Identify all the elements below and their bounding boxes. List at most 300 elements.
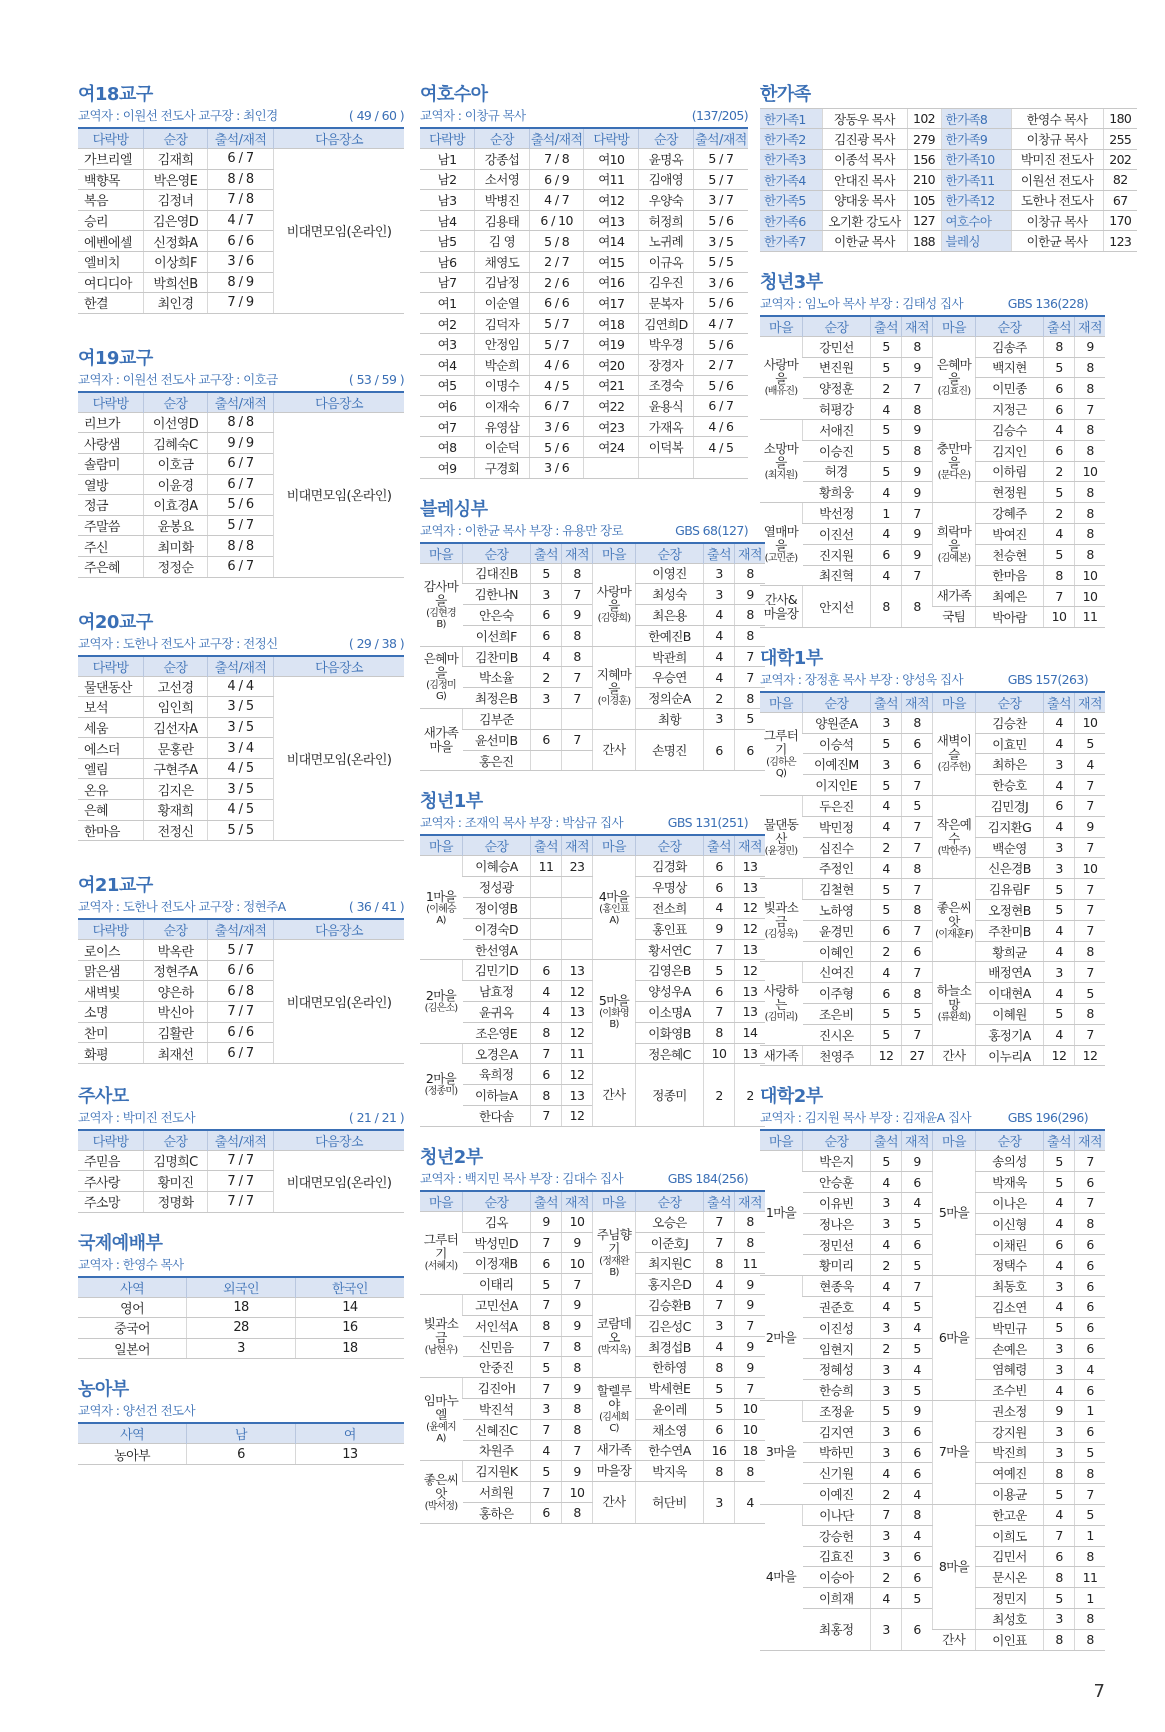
- village-name: 열매마을: [763, 523, 799, 553]
- table-cell: 9: [735, 1336, 766, 1357]
- table-cell: 4: [871, 1463, 902, 1484]
- table-cell: 5: [1044, 1588, 1075, 1609]
- table-cell: 여11: [584, 169, 639, 190]
- column-header: 출석: [871, 316, 902, 337]
- village-cell: [760, 1045, 803, 1066]
- table-cell: 3: [871, 1608, 902, 1650]
- village-leader: (박지욱): [597, 1344, 631, 1356]
- middle-column: [420, 84, 762, 1544]
- table-cell: 김지원K: [463, 1461, 531, 1482]
- table-cell: 4: [871, 962, 902, 983]
- village-cell: [933, 336, 976, 419]
- table-cell: 2: [871, 1567, 902, 1588]
- left-column: [78, 84, 404, 1485]
- village-cell: [593, 1211, 636, 1294]
- table-cell: 3 / 6: [208, 251, 274, 272]
- table-cell: 최하은: [976, 754, 1044, 775]
- village-cell: [760, 503, 803, 586]
- table-cell: 2: [531, 667, 562, 688]
- table-cell: 4: [1044, 733, 1075, 754]
- table-cell: 12: [1075, 1045, 1106, 1066]
- table-cell: 열방: [78, 474, 144, 495]
- column-header: 재적: [1075, 316, 1106, 337]
- next-place: 비대면모임(온라인): [274, 1150, 405, 1212]
- table-cell: 김명희C: [144, 1150, 208, 1171]
- section-subtitle: [78, 899, 404, 915]
- table-row: [420, 293, 748, 314]
- next-place: 비대면모임(온라인): [274, 412, 405, 577]
- table-cell: 4 / 6: [529, 354, 584, 375]
- family-section: [760, 84, 1132, 252]
- village-name: 간사&마을장: [763, 591, 799, 621]
- header-row: [420, 835, 765, 856]
- table-cell: 엘비치: [78, 251, 144, 272]
- village-cell: [760, 879, 803, 962]
- table-cell: 3 / 5: [208, 717, 274, 738]
- table-cell: 여14: [584, 231, 639, 252]
- table-cell: 7: [902, 378, 933, 399]
- table-cell: 정의순A: [636, 688, 704, 709]
- table-cell: 8: [735, 1461, 766, 1482]
- village-leader: (윤경민): [764, 845, 798, 857]
- right-column: [760, 84, 1132, 1671]
- village-name: 2마을: [765, 1330, 797, 1346]
- table-cell: 5: [871, 440, 902, 461]
- table-cell: 이호금: [144, 453, 208, 474]
- table-cell: 여10: [584, 149, 639, 170]
- table-cell: 82: [1103, 170, 1137, 190]
- table-cell: 한가족2: [760, 129, 822, 149]
- table-cell: 이주형: [803, 983, 871, 1004]
- table-cell: 홍인표: [636, 918, 704, 939]
- table-cell: 8: [562, 1399, 593, 1420]
- table-cell: 박희선B: [144, 272, 208, 293]
- table-cell: 10: [1075, 586, 1106, 607]
- table-cell: 홍정기A: [976, 1024, 1044, 1045]
- table-cell: 4: [1044, 941, 1075, 962]
- village-name: 코람데오: [596, 1315, 632, 1345]
- table-cell: 6: [1044, 378, 1075, 399]
- column-header: 순장: [803, 1130, 871, 1151]
- table-cell: 2: [871, 837, 902, 858]
- table-cell: 12: [562, 1022, 593, 1043]
- table-cell: 박민규: [976, 1317, 1044, 1338]
- column-header: 마을: [933, 692, 976, 713]
- table-cell: 6: [1075, 1338, 1106, 1359]
- staff-info: 교역자 : 이원선 전도사 교구장 : 이호금: [78, 371, 278, 387]
- table-cell: 이효민: [976, 733, 1044, 754]
- village-name: 소망마을: [763, 440, 799, 470]
- column-header: 출석/재적: [529, 128, 584, 149]
- village-leader: (김세희C): [599, 1411, 629, 1434]
- column-header: 출석: [871, 1130, 902, 1151]
- table-cell: 이한균 목사: [822, 231, 907, 251]
- table-cell: 6 / 7: [693, 396, 748, 417]
- table-cell: 13: [562, 1002, 593, 1023]
- next-place: 비대면모임(온라인): [274, 149, 405, 314]
- village-name: 3마을: [765, 1444, 797, 1460]
- village-cell: [760, 712, 803, 795]
- table-cell: 5 / 8: [529, 231, 584, 252]
- table-row: [420, 563, 765, 584]
- column-header: 다락방: [420, 128, 475, 149]
- village-name: 마을장: [596, 1463, 632, 1479]
- table-cell: 6: [1075, 1317, 1106, 1338]
- table-cell: 6: [902, 1608, 933, 1650]
- village-name: 좋은씨앗: [936, 899, 972, 929]
- table-cell: 4: [871, 523, 902, 544]
- table-cell: 3: [704, 709, 735, 730]
- village-leader: (이혜승A): [426, 903, 456, 926]
- table-cell: 5: [871, 1004, 902, 1025]
- table-cell: 김혜숙C: [144, 433, 208, 454]
- table-cell: 12: [735, 960, 766, 981]
- table-cell: [562, 877, 593, 898]
- table-cell: 5: [1044, 482, 1075, 503]
- village-leader: (김예본): [937, 552, 971, 564]
- table-cell: 6: [871, 544, 902, 565]
- table-cell: 김정녀: [144, 190, 208, 211]
- table-cell: 8: [902, 983, 933, 1004]
- table-cell: 김용태: [475, 210, 530, 231]
- staff-info: 교역자 : 장정훈 목사 부장 : 양성욱 집사: [760, 671, 963, 687]
- column-header: 출석/재적: [208, 656, 274, 677]
- table-cell: 2: [871, 1255, 902, 1276]
- table-cell: 13: [735, 1002, 766, 1023]
- table-cell: 이재숙: [475, 396, 530, 417]
- table-row: [420, 416, 748, 437]
- table-cell: 5: [704, 960, 735, 981]
- table-cell: 6: [704, 981, 735, 1002]
- table-cell: 한가족10: [941, 149, 1011, 169]
- village-cell: [933, 962, 976, 1045]
- staff-info: 교역자 : 임노아 목사 부장 : 김태성 집사: [760, 295, 963, 311]
- table-cell: 문홍란: [144, 738, 208, 759]
- table-cell: 2: [1044, 503, 1075, 524]
- table-cell: 새벽빛: [78, 981, 144, 1002]
- header-row: [78, 1277, 404, 1298]
- table-cell: 6: [1075, 1276, 1106, 1297]
- region-19: [78, 348, 404, 578]
- table-cell: 8: [735, 688, 766, 709]
- table-row: [760, 1045, 1105, 1066]
- table-cell: 8 / 8: [208, 412, 274, 433]
- village-leader: (정종미): [424, 1086, 458, 1098]
- table-row: [420, 313, 748, 334]
- table-cell: 7: [531, 1043, 562, 1064]
- column-header: 재적: [1075, 692, 1106, 713]
- header-row: [78, 128, 404, 149]
- table-cell: 4: [902, 1193, 933, 1214]
- table-cell: 2 / 7: [693, 354, 748, 375]
- table-cell: 4: [1044, 1504, 1075, 1525]
- table-cell: 엘림: [78, 758, 144, 779]
- table-cell: 이희도: [976, 1525, 1044, 1546]
- table-cell: 11: [531, 856, 562, 877]
- table-cell: 5: [1075, 983, 1106, 1004]
- table-cell: 8 / 9: [208, 272, 274, 293]
- table-cell: 이한균 목사: [1011, 231, 1103, 251]
- table-cell: 6: [531, 960, 562, 981]
- table-cell: 남4: [420, 210, 475, 231]
- table-cell: 여3: [420, 334, 475, 355]
- table-cell: 6: [704, 856, 735, 877]
- table-cell: 156: [907, 149, 941, 169]
- table-cell: 11: [562, 1043, 593, 1064]
- table-cell: 최진혁: [803, 565, 871, 586]
- table-cell: 손예은: [976, 1338, 1044, 1359]
- table-cell: 여7: [420, 416, 475, 437]
- section-subtitle: [78, 636, 404, 652]
- staff-info: 교역자 : 이원선 전도사 교구장 : 최인경: [78, 108, 278, 123]
- table-cell: 홍하은: [463, 1502, 531, 1523]
- table-cell: 8 / 8: [208, 169, 274, 190]
- table-cell: 9: [562, 605, 593, 626]
- table-cell: 한가족7: [760, 231, 822, 251]
- table-cell: 황희균: [976, 941, 1044, 962]
- village-leader: (윤예지A): [426, 1422, 456, 1445]
- table-cell: 구현주A: [144, 758, 208, 779]
- table-cell: 8: [562, 646, 593, 667]
- table-cell: [693, 457, 748, 478]
- village-cell: [420, 1295, 463, 1378]
- table-cell: 최항: [636, 709, 704, 730]
- table-cell: 6: [531, 729, 562, 750]
- table-cell: 7: [704, 1232, 735, 1253]
- table-cell: 이효경A: [144, 495, 208, 516]
- table-cell: 물댄동산: [78, 676, 144, 697]
- village-cell: [420, 563, 463, 646]
- table-cell: 박성민D: [463, 1232, 531, 1253]
- table-cell: 4: [1044, 1380, 1075, 1401]
- table-row: [78, 412, 404, 433]
- table-cell: 7: [704, 1002, 735, 1023]
- table-cell: 천승현: [976, 544, 1044, 565]
- table-cell: 6 / 7: [208, 453, 274, 474]
- table-cell: 배정연A: [976, 962, 1044, 983]
- table-cell: [562, 709, 593, 730]
- table-cell: 1: [1075, 1401, 1106, 1422]
- table-cell: 7: [902, 962, 933, 983]
- column-header: 사역: [78, 1423, 187, 1444]
- village-cell: [933, 1401, 976, 1505]
- village-cell: [420, 1461, 463, 1523]
- table-cell: 8: [531, 1315, 562, 1336]
- table-row: [760, 190, 1137, 210]
- section-title: 여18교구: [78, 84, 153, 105]
- table-cell: 102: [907, 109, 941, 129]
- village-leader: (박한주): [937, 845, 971, 857]
- table-cell: 8: [735, 1211, 766, 1232]
- table-cell: 여5: [420, 375, 475, 396]
- table-cell: 이창규 목사: [1011, 129, 1103, 149]
- table-cell: 8: [1075, 419, 1106, 440]
- village-name: 하늘소망: [936, 983, 972, 1013]
- table-cell: 12: [562, 981, 593, 1002]
- table-cell: 최정은B: [463, 688, 531, 709]
- table-cell: 13: [735, 877, 766, 898]
- column-header: 다락방: [78, 656, 144, 677]
- village-cell: [760, 1504, 803, 1650]
- table-cell: 영어: [78, 1297, 187, 1318]
- table-cell: 이하늘A: [463, 1085, 531, 1106]
- village-cell: [593, 1440, 636, 1461]
- table-cell: 14: [295, 1297, 404, 1318]
- table-cell: 박선정: [803, 503, 871, 524]
- table-cell: 주믿음: [78, 1150, 144, 1171]
- table-cell: 9: [562, 1295, 593, 1316]
- group-table: [78, 391, 404, 578]
- table-cell: 조은비: [803, 1004, 871, 1025]
- table-cell: 6: [531, 1064, 562, 1085]
- table-row: [420, 354, 748, 375]
- table-cell: 9: [735, 1357, 766, 1378]
- table-cell: 8: [1075, 440, 1106, 461]
- table-cell: 황서연C: [636, 939, 704, 960]
- table-cell: 최인경: [144, 293, 208, 314]
- table-cell: 두은진: [803, 796, 871, 817]
- village-name: 지혜마을: [596, 667, 632, 697]
- table-cell: 4: [1044, 1024, 1075, 1045]
- table-cell: 박소율: [463, 667, 531, 688]
- table-cell: 7: [704, 1211, 735, 1232]
- column-header: 다음장소: [274, 919, 405, 940]
- table-cell: 남2: [420, 169, 475, 190]
- table-cell: 5: [531, 1461, 562, 1482]
- table-cell: 7: [531, 1482, 562, 1503]
- table-cell: 김찬미B: [463, 646, 531, 667]
- table-cell: 진시온: [803, 1024, 871, 1045]
- table-cell: 여13: [584, 210, 639, 231]
- village-name: 새가족: [596, 1442, 632, 1458]
- table-row: [760, 149, 1137, 169]
- table-cell: 이채린: [976, 1234, 1044, 1255]
- table-cell: 여24: [584, 437, 639, 458]
- table-cell: 김지환G: [976, 816, 1044, 837]
- group-table: [420, 127, 748, 479]
- village-name: 물댄동산: [763, 816, 799, 846]
- table-cell: 정금: [78, 495, 144, 516]
- column-header: 출석/재적: [208, 128, 274, 149]
- table-cell: 이원선 전도사: [1011, 170, 1103, 190]
- table-cell: 8: [562, 1502, 593, 1523]
- table-row: [420, 190, 748, 211]
- village-cell: [760, 796, 803, 879]
- column-header: 순장: [636, 835, 704, 856]
- table-cell: 8: [1075, 1608, 1106, 1629]
- blessing-section: [420, 498, 762, 772]
- village-name: 2마을: [425, 988, 457, 1004]
- table-cell: 최성숙: [636, 584, 704, 605]
- table-cell: 5: [871, 1401, 902, 1422]
- table-cell: 정종미: [636, 1064, 704, 1126]
- table-cell: 8: [735, 625, 766, 646]
- table-cell: 4: [1075, 754, 1106, 775]
- staff-info: 교역자 : 박미진 전도사: [78, 1109, 196, 1125]
- table-cell: 안은숙: [463, 605, 531, 626]
- table-cell: 최지원C: [636, 1253, 704, 1274]
- table-cell: [562, 898, 593, 919]
- table-cell: 백향목: [78, 169, 144, 190]
- table-row: [760, 796, 1105, 817]
- table-cell: 주은혜: [78, 556, 144, 577]
- table-cell: 권준호: [803, 1297, 871, 1318]
- header-row: [760, 316, 1105, 337]
- column-header: 출석: [531, 543, 562, 564]
- village-name: 새가족마을: [423, 724, 459, 754]
- table-cell: 손명진: [636, 729, 704, 771]
- table-cell: 13: [295, 1444, 404, 1465]
- village-cell: [420, 1043, 463, 1126]
- table-cell: 7: [902, 837, 933, 858]
- table-cell: 임현지: [803, 1338, 871, 1359]
- table-cell: 10: [704, 1043, 735, 1064]
- village-leader: (류환희): [937, 1012, 971, 1024]
- table-cell: 이혜승A: [463, 856, 531, 877]
- column-header: 출석/재적: [693, 128, 748, 149]
- table-cell: 여8: [420, 437, 475, 458]
- table-cell: 한영수 목사: [1011, 109, 1103, 129]
- table-cell: 6: [1044, 399, 1075, 420]
- table-cell: 4: [1044, 775, 1075, 796]
- table-row: [420, 272, 748, 293]
- table-cell: 한가족11: [941, 170, 1011, 190]
- table-cell: 보석: [78, 697, 144, 718]
- village-table: [420, 542, 765, 772]
- table-cell: 7: [704, 1295, 735, 1316]
- village-leader: (김미리): [764, 1012, 798, 1024]
- section-title: 여19교구: [78, 347, 153, 369]
- table-row: [760, 1276, 1105, 1297]
- table-cell: 여디디아: [78, 272, 144, 293]
- village-name: 6마을: [938, 1330, 970, 1346]
- table-cell: 김대진B: [463, 563, 531, 584]
- table-cell: 한고운: [976, 1504, 1044, 1525]
- table-cell: 8: [1075, 523, 1106, 544]
- attendance-total: (137/205): [691, 108, 748, 123]
- table-cell: 고민선A: [463, 1295, 531, 1316]
- table-cell: 이희재: [803, 1588, 871, 1609]
- table-cell: 김효진: [803, 1546, 871, 1567]
- intl-worship: [78, 1233, 404, 1360]
- table-cell: 심진수: [803, 837, 871, 858]
- table-cell: 사랑샘: [78, 433, 144, 454]
- table-cell: 3: [531, 688, 562, 709]
- table-cell: 4: [704, 605, 735, 626]
- table-cell: 8: [902, 399, 933, 420]
- table-cell: 정이영B: [463, 898, 531, 919]
- column-header: 다락방: [584, 128, 639, 149]
- table-cell: 9: [902, 461, 933, 482]
- table-cell: 4: [1075, 1359, 1106, 1380]
- village-leader: (김성욱): [764, 928, 798, 940]
- table-cell: 한예진B: [636, 625, 704, 646]
- youth2-section: [420, 1146, 762, 1524]
- table-cell: 박미진 전도사: [1011, 149, 1103, 169]
- table-cell: 6: [704, 1419, 735, 1440]
- table-cell: 최은용: [636, 605, 704, 626]
- village-name: 새가족: [763, 1047, 799, 1063]
- table-cell: 장동우 목사: [822, 109, 907, 129]
- table-cell: 7: [902, 879, 933, 900]
- table-cell: 3 / 4: [208, 738, 274, 759]
- table-cell: 여18: [584, 313, 639, 334]
- table-cell: 9: [562, 1461, 593, 1482]
- table-cell: 6 / 6: [208, 960, 274, 981]
- table-cell: 황재희: [144, 800, 208, 821]
- table-cell: 여15: [584, 251, 639, 272]
- column-header: 순장: [639, 128, 694, 149]
